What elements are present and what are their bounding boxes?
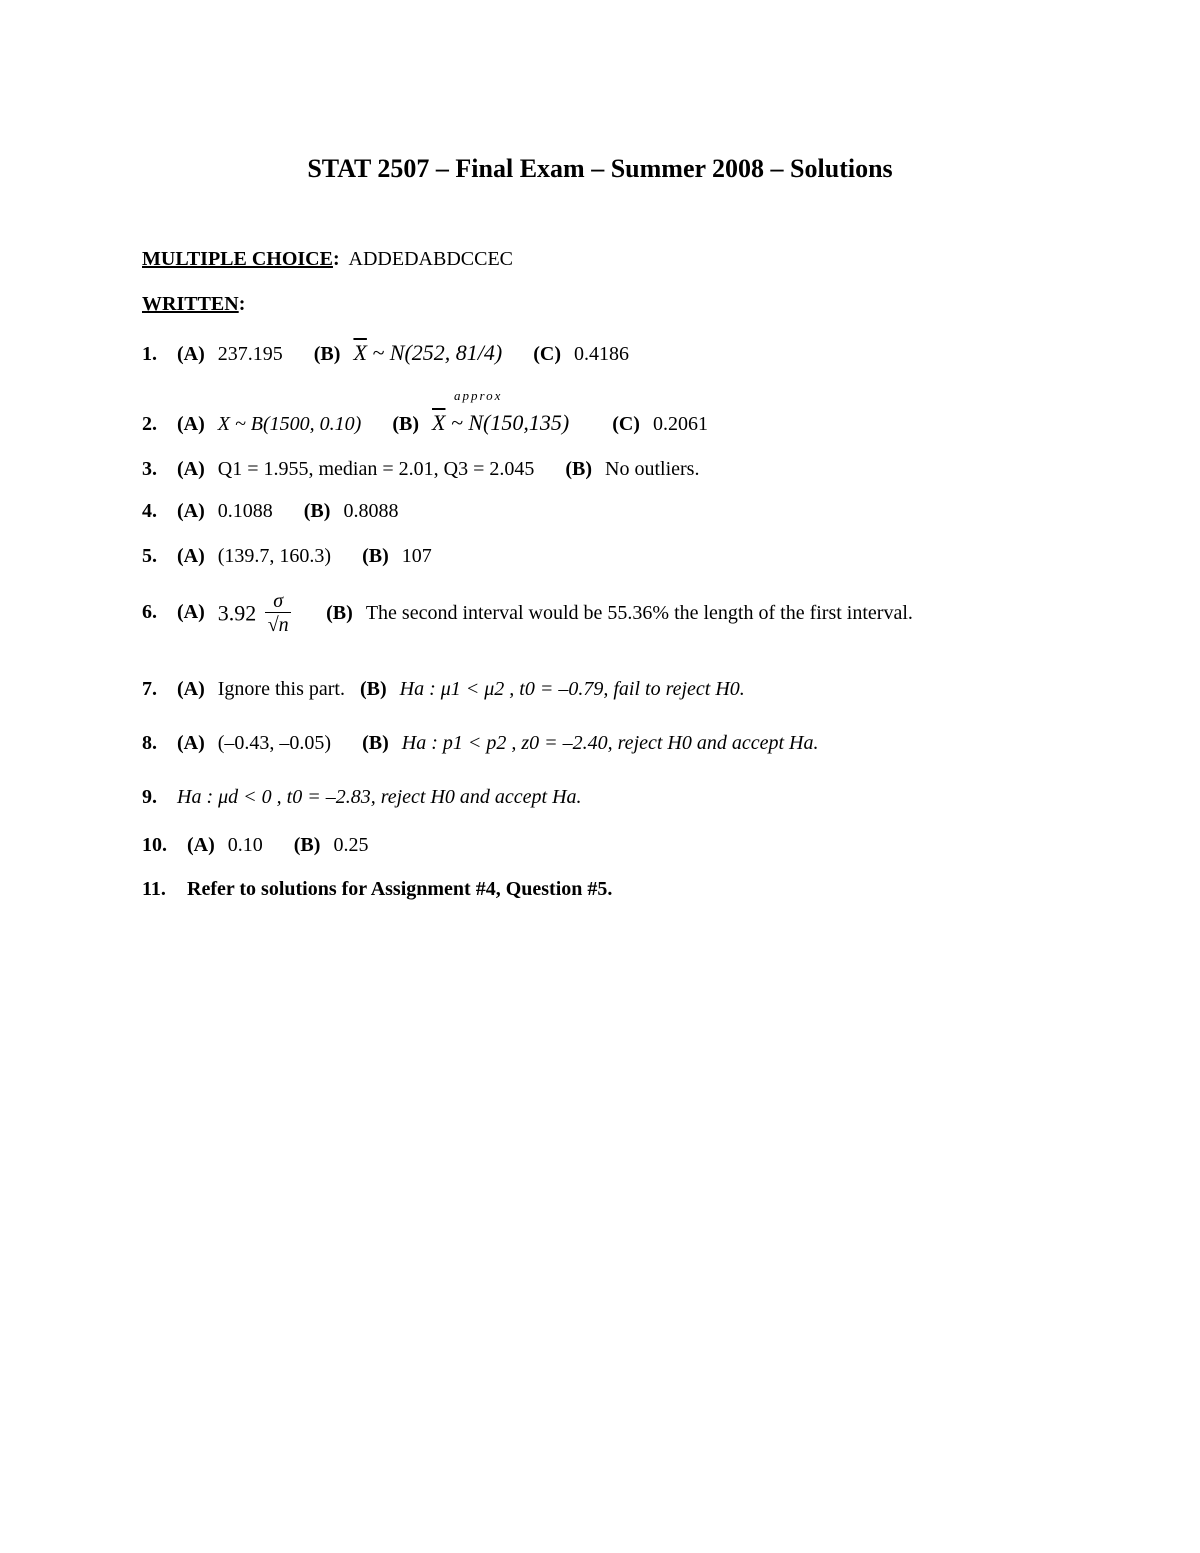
- fraction-numerator: σ: [265, 590, 291, 613]
- part-a-label: (A): [177, 413, 205, 435]
- part-a-label: (A): [187, 834, 215, 856]
- part-b-label: (B): [313, 343, 341, 365]
- question-10: [142, 834, 368, 857]
- part-c-answer: 0.2061: [652, 413, 708, 435]
- part-b-answer: 0.25: [333, 834, 369, 856]
- answer: Ha : μd < 0 , t0 = –2.83, reject H0 and accept Ha.: [177, 786, 582, 808]
- part-a-answer: 0.10: [227, 834, 263, 856]
- part-a-label: (A): [177, 678, 205, 700]
- part-a-label: (A): [177, 458, 205, 480]
- part-a-answer: 237.195: [217, 343, 283, 365]
- multiple-choice-answers: ADDEDABDCCEC: [348, 248, 513, 270]
- part-b-label: (B): [293, 834, 321, 856]
- part-c-label: (C): [612, 413, 640, 435]
- question-number: 3.: [142, 458, 157, 480]
- x-bar-symbol: $\overline{X}$: [432, 410, 446, 435]
- part-b-answer: The second interval would be 55.36% the length of the first interval.: [365, 602, 913, 624]
- written-colon: :: [238, 293, 246, 315]
- part-c-answer: 0.4186: [574, 343, 629, 365]
- question-2: [142, 388, 708, 436]
- question-number: 8.: [142, 732, 157, 754]
- question-9: [142, 786, 582, 809]
- part-b-answer: Ha : μ1 < μ2 , t0 = –0.79, fail to reject H0.: [399, 678, 745, 700]
- answer: Refer to solutions for Assignment #4, Question #5.: [187, 878, 613, 900]
- part-b-label: (B): [303, 500, 331, 522]
- multiple-choice-colon: :: [332, 248, 340, 270]
- question-7: [142, 678, 745, 701]
- part-b-label: (B): [326, 602, 353, 624]
- question-1: [142, 340, 629, 366]
- question-number: 9.: [142, 786, 157, 808]
- fraction-denominator: √n: [267, 614, 289, 636]
- written-line: [142, 293, 245, 316]
- part-a-coefficient: 3.92: [217, 600, 257, 626]
- part-a-label: (A): [177, 732, 205, 754]
- question-number: 11.: [142, 878, 166, 900]
- part-a-label: (A): [177, 343, 205, 365]
- question-number: 1.: [142, 343, 157, 365]
- part-a-answer: Ignore this part.: [217, 678, 345, 700]
- multiple-choice-label: MULTIPLE CHOICE: [142, 248, 333, 270]
- question-number: 5.: [142, 545, 157, 567]
- question-number: 10.: [142, 834, 167, 856]
- part-b-label: (B): [565, 458, 593, 480]
- part-b-answer: 107: [401, 545, 432, 567]
- page-title: STAT 2507 – Final Exam – Summer 2008 – Solutions: [307, 154, 893, 183]
- part-a-label: (A): [177, 545, 205, 567]
- written-label: WRITTEN: [142, 293, 239, 315]
- part-a-label: (A): [177, 601, 205, 624]
- part-c-label: (C): [533, 343, 561, 365]
- question-number: 6.: [142, 601, 157, 624]
- part-b-answer: ~ N(150,135): [445, 410, 570, 435]
- question-number: 4.: [142, 500, 157, 522]
- part-a-answer: (–0.43, –0.05): [217, 732, 332, 754]
- part-b-answer: Ha : p1 < p2 , z0 = –2.40, reject H0 and accept Ha.: [401, 732, 819, 754]
- part-a-label: (A): [177, 500, 205, 522]
- question-11: [142, 878, 612, 901]
- question-number: 2.: [142, 413, 157, 435]
- part-a-answer: (139.7, 160.3): [217, 545, 332, 567]
- part-b-answer: No outliers.: [605, 458, 700, 480]
- question-number: 7.: [142, 678, 157, 700]
- sigma-over-root-n: [265, 590, 291, 637]
- question-4: [142, 500, 398, 523]
- question-8: [142, 732, 819, 755]
- part-a-answer: 0.1088: [217, 500, 273, 522]
- x-bar-symbol: $\overline{X}$: [353, 340, 367, 365]
- part-b-label: (B): [392, 413, 420, 435]
- part-a-answer: X ~ B(1500, 0.10): [217, 413, 362, 435]
- question-5: [142, 545, 432, 568]
- part-b-label: (B): [362, 732, 389, 754]
- approx-label: approx: [454, 388, 503, 403]
- part-b-label: (B): [362, 545, 389, 567]
- part-b-answer: 0.8088: [343, 500, 399, 522]
- part-b-answer: ~ N(252, 81/4): [366, 340, 503, 365]
- question-3: [142, 458, 699, 481]
- question-6: [142, 590, 913, 637]
- multiple-choice-line: [142, 248, 513, 271]
- part-b-label: (B): [359, 678, 387, 700]
- part-a-answer: Q1 = 1.955, median = 2.01, Q3 = 2.045: [217, 458, 535, 480]
